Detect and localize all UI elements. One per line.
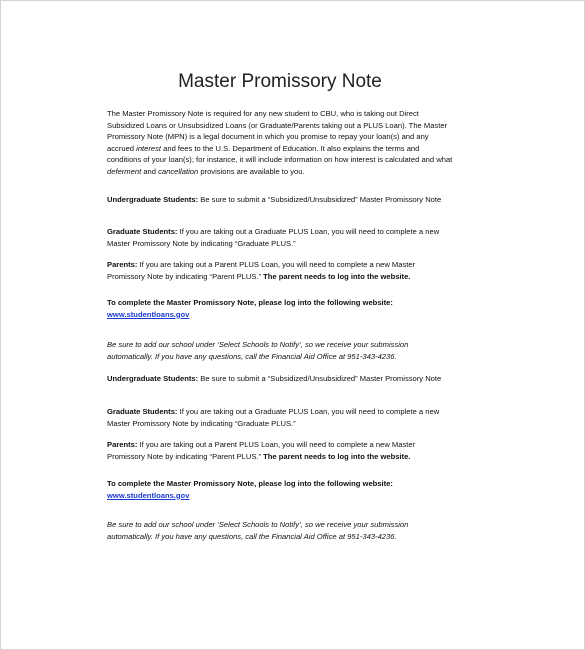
grad-label: Graduate Students: — [107, 407, 178, 416]
undergrad-label: Undergraduate Students: — [107, 374, 199, 383]
complete-instructions-1 — [107, 297, 453, 320]
undergrad-text: Be sure to submit a “Subsidized/Unsubsidized” Master Promissory Note — [198, 195, 442, 204]
grad-label: Graduate Students: — [107, 227, 178, 236]
parents-note-2 — [107, 439, 453, 462]
complete-text: To complete the Master Promissory Note, please log into the following website: — [107, 298, 393, 307]
undergrad-note-2 — [107, 373, 453, 385]
grad-text: If you are taking out a Graduate PLUS Loan, you will need to complete a new Master Promissory Note by indicating “Graduate PLUS.” — [107, 227, 440, 248]
reminder-note-1: Be sure to add our school under ‘Select Schools to Notify’, so we receive your submission automatically. If you have any questions, call the Financial Aid Office at 951-343-4236. — [107, 340, 409, 361]
grad-text: If you are taking out a Graduate PLUS Loan, you will need to complete a new Master Promissory Note by indicating “Graduate PLUS.” — [107, 407, 440, 428]
reminder-note-2: Be sure to add our school under ‘Select Schools to Notify’, so we receive your submission automatically. If you have any questions, call the Financial Aid Office at 951-343-4236. — [107, 520, 409, 541]
grad-note-2 — [107, 406, 453, 429]
parents-text: If you are taking out a Parent PLUS Loan, you will need to complete a new Master Promissory Note by indicating “Parent PLUS.” — [107, 260, 416, 281]
parents-bold-text: The parent needs to log into the website. — [261, 451, 411, 461]
intro-text-4: provisions are available to you. — [198, 166, 305, 176]
undergrad-text: Be sure to submit a “Subsidized/Unsubsidized” Master Promissory Note — [198, 374, 442, 383]
parents-label: Parents: — [107, 440, 138, 449]
complete-text: To complete the Master Promissory Note, please log into the following website: — [107, 479, 393, 488]
parents-label: Parents: — [107, 260, 138, 269]
intro-deferment: deferment — [107, 166, 142, 176]
intro-text-1: The Master Promissory Note is required for any new student to CBU, who is taking out Direct Subsidized Loans or Unsubsidized Loans (or Graduate/Parents taking out a PLUS Loan). The Master Promissory Note (MPN) is a legal document in which you promise to repay your loan(s) and any accrued — [107, 109, 448, 153]
parents-text: If you are taking out a Parent PLUS Loan, you will need to complete a new Master Promissory Note by indicating “Parent PLUS.” — [107, 440, 416, 461]
intro-interest: interest — [136, 143, 162, 153]
undergrad-label: Undergraduate Students: — [107, 195, 199, 204]
studentloans-link[interactable]: www.studentloans.gov — [107, 309, 190, 319]
intro-paragraph — [107, 108, 453, 177]
intro-text-3: and — [141, 166, 159, 176]
parents-bold-text: The parent needs to log into the website. — [261, 271, 411, 281]
page-title: Master Promissory Note — [178, 71, 382, 92]
studentloans-link[interactable]: www.studentloans.gov — [107, 490, 190, 500]
intro-text-2: and fees to the U.S. Department of Education. It also explains the terms and conditions of your loan(s); for instance, it will include information on how interest is calculated and what — [107, 143, 453, 164]
parents-note-1 — [107, 259, 453, 282]
intro-cancellation: cancellation — [158, 166, 199, 176]
complete-instructions-2 — [107, 478, 453, 501]
grad-note-1 — [107, 226, 453, 249]
undergrad-note-1 — [107, 194, 453, 206]
